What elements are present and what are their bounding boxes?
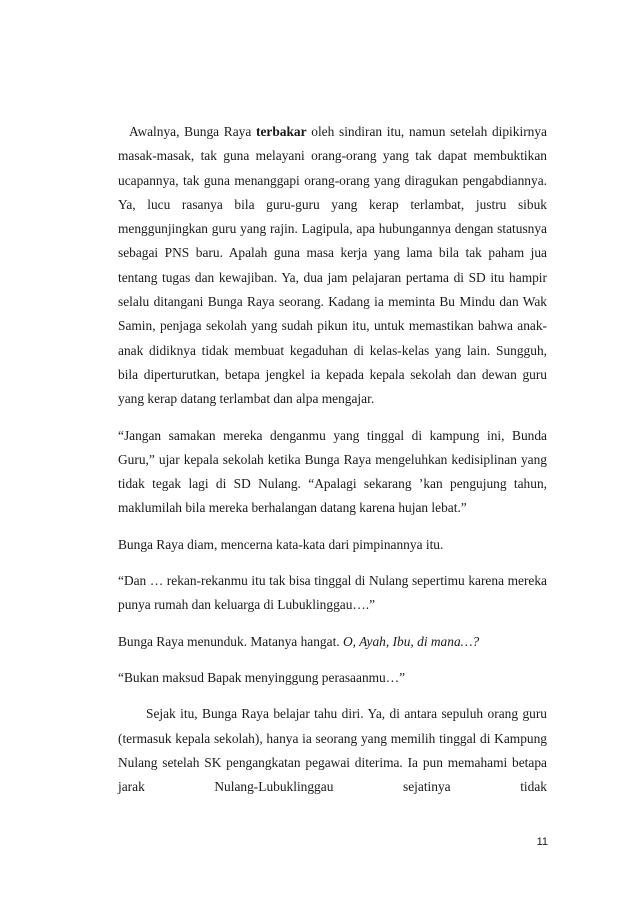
- body-text: [118, 120, 547, 799]
- page-number: 11: [536, 836, 548, 848]
- paragraph-1-rest: oleh sindiran itu, namun setelah dipikirnya masak-masak, tak guna melayani orang-orang yang tak dapat membuktikan ucapannya, tak guna menanggapi orang-orang yang diragukan pengabdiannya. Ya, lucu rasanya bila guru-guru yang kerap terlambat, justru sibuk menggunjingkan guru yang rajin. Lagipula, apa hubungannya dengan statusnya sebagai PNS baru. Apalah guna masa kerja yang lama bila tak paham jua tentang tugas dan kewajiban. Ya, dua jam pelajaran pertama di SD itu hampir selalu ditangani Bunga Raya seorang. Kadang ia meminta Bu Mindu dan Wak Samin, penjaga sekolah yang sudah pikun itu, untuk memastikan bahwa anak-anak didiknya tidak membuat kegaduhan di kelas-kelas yang lain. Sungguh, bila diperturutkan, betapa jengkel ia kepada kepala sekolah dan dewan guru yang kerap datang terlambat dan alpa mengajar.: [118, 124, 547, 407]
- paragraph-1-start: Awalnya, Bunga Raya: [129, 124, 256, 139]
- paragraph-5: [118, 630, 547, 654]
- paragraph-7: Sejak itu, Bunga Raya belajar tahu diri. Ya, di antara sepuluh orang guru (termasuk kepala sekolah), hanya ia seorang yang memilih tinggal di Kampung Nulang setelah SK pengangkatan pegawai diterima. Ia pun memahami betapa jarak Nulang-Lubuklinggau sejatinya tidak: [118, 706, 547, 795]
- paragraph-3: Bunga Raya diam, mencerna kata-kata dari pimpinannya itu.: [118, 536, 444, 552]
- paragraph-6: “Bukan maksud Bapak menyinggung perasaanmu…”: [118, 669, 406, 685]
- emphasis-terbakar: terbakar: [255, 124, 307, 139]
- paragraph-1: [118, 120, 547, 412]
- italic-thought: O, Ayah, Ibu, di mana…?: [342, 633, 480, 649]
- paragraph-2: “Jangan samakan mereka denganmu yang tinggal di kampung ini, Bunda Guru,” ujar kepala sekolah ketika Bunga Raya mengeluhkan kedisiplinan yang tidak tegak lagi di SD Nulang. “Apalagi sekarang ’kan pengujung tahun, maklumilah bila mereka berhalangan datang karena hujan lebat.”: [118, 427, 547, 516]
- paragraph-4: “Dan … rekan-rekanmu itu tak bisa tinggal di Nulang sepertimu karena mereka punya rumah dan keluarga di Lubuklinggau….”: [118, 573, 547, 613]
- paragraph-5-start: Bunga Raya menunduk. Matanya hangat.: [118, 633, 343, 649]
